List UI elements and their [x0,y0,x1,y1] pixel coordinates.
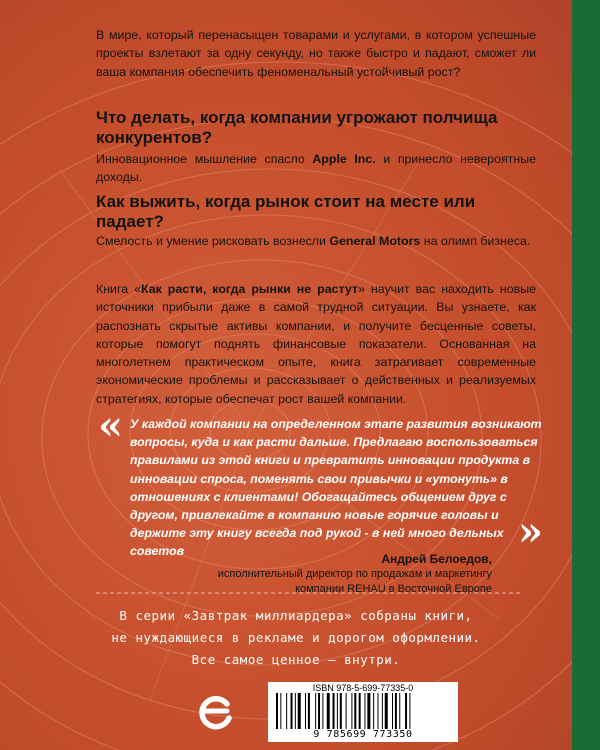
barcode-bar [367,693,370,729]
barcode-digits: 9 785699 773350 [313,729,413,740]
barcode-bar [298,693,301,729]
barcode-bar [322,693,323,729]
barcode-bar [291,693,293,729]
publisher-e-logo-icon [197,690,235,732]
barcode-bar [399,693,400,729]
barcode-bar [280,693,281,729]
gm-mention: General Motors [329,234,421,248]
barcode-bar [276,693,278,729]
barcode-bar [378,693,379,729]
barcode-bar [364,693,365,729]
section2-body: Смелость и умение рисковать вознесли General Motors на олимп бизнеса. [96,234,531,248]
barcode-bar [340,693,342,729]
series-line-2: не нуждающиеся в рекламе и дорогом оформлении. [111,630,481,645]
quote-author: Андрей Белоедов, [381,552,492,566]
barcode-bar [327,693,330,729]
barcode-bar [315,693,316,729]
barcode-bar [405,693,407,729]
barcode-bar [308,693,310,729]
isbn-label: ISBN 978-5-699-77335-0 [312,683,414,693]
barcode-bar [346,693,347,729]
barcode-bar [305,693,306,729]
section1-heading: Что делать, когда компании угрожают полчища конкурентов? [96,108,498,147]
barcode-bar [351,693,352,729]
barcode-bar [318,693,320,729]
barcode-bar [354,693,356,729]
barcode-bar [359,693,361,729]
barcode-bar [382,693,383,729]
description-paragraph: Книга «Как расти, когда рынки не растут» научит вас находить новые источники прибыли даже в самой трудной ситуации. Вы узнаете, как распознать скрытые активы компании, и получите бесценные советы, которые помогут поднять финансовые показатели. Основанная на многолетнем практическом опыте, книга затрагивает современные экономические проблемы и рассказывает о действенных и реализуемых стратегиях, которые обеспечат рост вашей компании. [96,282,536,406]
series-line-3: Все самое ценное – внутри. [191,652,401,667]
barcode-bar [385,693,388,729]
barcode-bar [333,693,335,729]
section1-body: Инновационное мышление спасло Apple Inc. и принесло невероятные доходы. [96,152,536,185]
barcode-bar [395,693,397,729]
series-line-1: В серии «Завтрак миллиардера» собраны книги, [119,608,473,623]
barcode-bar [392,693,393,729]
intro-paragraph: В мире, который перенасыщен товарами и услугами, в котором успешные проекты взлетают за одну секунду, но также быстро и падают, сможет ли ваша компания обеспечить феноменальный устойчивый рост? [96,28,536,79]
barcode-bar [286,693,287,729]
apple-mention: Apple Inc. [312,152,376,166]
barcode-bar [373,693,374,729]
quote-author-title: исполнительный директор по продажам и маркетингу компании REHAU в Восточной Европе [217,568,492,595]
barcode-bars [276,693,450,729]
barcode-bar [295,693,296,729]
testimonial-quote: У каждой компании на определенном этапе развития возникают вопросы, куда и как расти дальше. Предлагаю воспользоваться правилами из этой книги и превратить инновации продукта в инновации спроса, поменять свои привычки и «утонуть» в отношениях с клиентами! Обогащайтесь общением друг с другом, привлекайте в компанию новые горячие головы и держите эту книгу всегда под рукой - в ней много дельных советов [130,417,542,559]
barcode-bar [337,693,338,729]
section2-heading: Как выжить, когда рынок стоит на месте или падает? [96,192,476,231]
isbn-barcode [268,682,458,742]
book-title-mention: Как расти, когда рынки не растут [141,282,358,296]
quote-close-mark: » [518,508,543,555]
quote-open-mark: « [98,402,123,449]
barcode-bar [409,693,410,729]
green-spine-strip [572,0,600,750]
